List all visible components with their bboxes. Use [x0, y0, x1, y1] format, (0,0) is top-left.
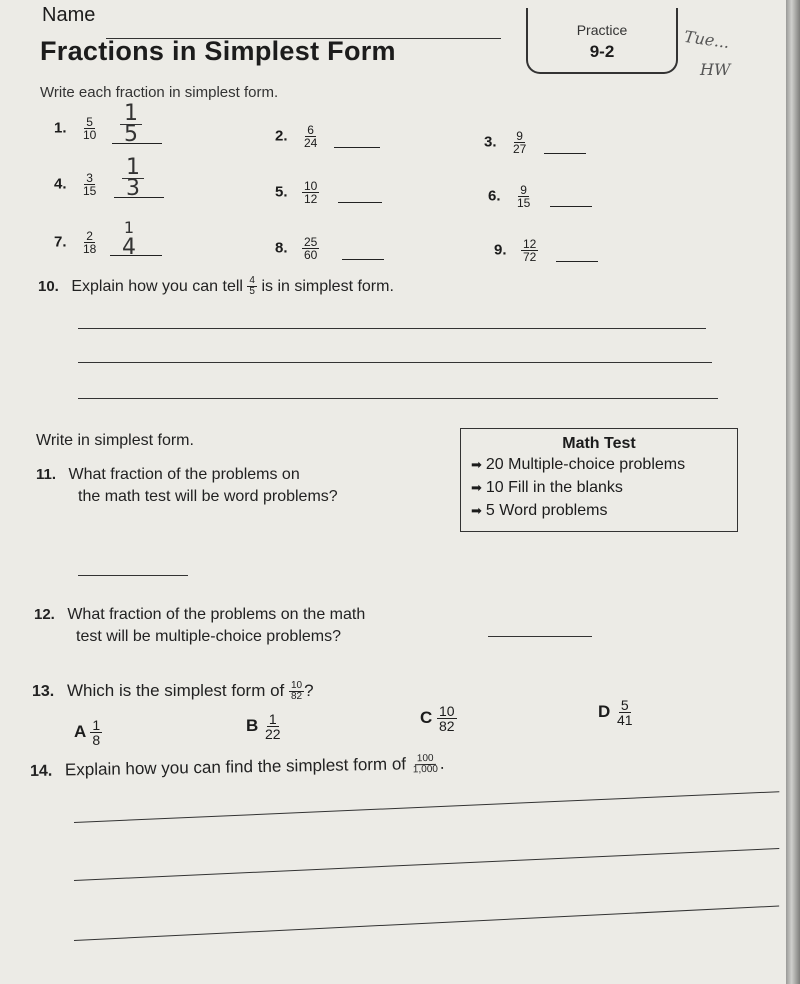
- numerator: 5: [620, 697, 629, 713]
- problem-fraction: [521, 238, 538, 263]
- practice-number: 9-2: [589, 42, 615, 61]
- problem-fraction: [511, 130, 528, 155]
- denominator: 1,000: [412, 763, 438, 776]
- problem-fraction: [81, 172, 98, 197]
- question-text: Explain how you can tell: [71, 278, 243, 295]
- inline-fraction: [411, 754, 440, 776]
- problem-7: [54, 230, 98, 255]
- question-mark: ?: [304, 681, 314, 700]
- arrow-icon: ➡: [471, 457, 482, 472]
- answer-line-11[interactable]: [78, 575, 188, 576]
- numerator: 10: [303, 179, 318, 193]
- denominator: 8: [92, 732, 101, 748]
- answer-line-12[interactable]: [488, 636, 592, 637]
- choice-b[interactable]: [246, 712, 283, 741]
- denominator: 72: [522, 250, 537, 264]
- question-13: [32, 680, 314, 703]
- choice-letter: C: [420, 707, 433, 727]
- question-text: test will be multiple-choice problems?: [76, 628, 341, 645]
- question-text: the math test will be word problems?: [78, 488, 338, 505]
- denominator: 12: [303, 192, 318, 206]
- period-mark: .: [439, 753, 445, 773]
- choice-fraction: [615, 698, 635, 727]
- choice-fraction: [437, 704, 457, 733]
- arrow-icon: ➡: [471, 480, 482, 495]
- page-edge: [786, 0, 800, 984]
- numerator: 9: [520, 183, 527, 197]
- question-number: 11.: [36, 466, 57, 483]
- arrow-icon: ➡: [471, 503, 482, 518]
- problem-fraction: [302, 180, 319, 205]
- denominator: 27: [512, 142, 527, 156]
- question-10: [38, 276, 394, 298]
- numerator: 9: [516, 129, 523, 143]
- writing-line[interactable]: [74, 848, 779, 881]
- numerator: 1: [268, 711, 277, 727]
- math-test-item: [471, 476, 737, 499]
- question-12: [34, 604, 365, 648]
- choice-letter: A: [74, 721, 86, 741]
- problem-fraction: [302, 236, 319, 261]
- question-number: 12.: [34, 606, 55, 623]
- denominator: 60: [303, 248, 318, 262]
- numerator: 100: [415, 754, 436, 765]
- denominator: 82: [439, 718, 455, 734]
- answer-line-9[interactable]: [556, 260, 598, 262]
- denominator: 22: [265, 726, 281, 742]
- question-text: Which is the simplest form of: [66, 681, 285, 700]
- answer-denominator: 4: [122, 235, 136, 260]
- choice-letter: B: [246, 715, 259, 735]
- writing-line[interactable]: [74, 906, 779, 941]
- denominator: 10: [82, 128, 97, 142]
- numerator: 5: [86, 115, 93, 129]
- answer-line-5[interactable]: [338, 201, 382, 203]
- numerator: 1: [92, 717, 101, 733]
- question-text: is in simplest form.: [261, 278, 394, 295]
- choice-fraction: [90, 718, 102, 747]
- choice-fraction: [263, 712, 283, 741]
- problem-fraction: [515, 184, 532, 209]
- math-test-title: Math Test: [562, 435, 636, 452]
- denominator: 82: [291, 691, 303, 703]
- answer-line-4[interactable]: [114, 196, 164, 198]
- problem-number: 8.: [275, 239, 288, 257]
- name-label: Name: [42, 4, 96, 26]
- page-title: Fractions in Simplest Form: [40, 36, 396, 66]
- question-text: What fraction of the problems on the math: [67, 606, 366, 623]
- writing-line[interactable]: [78, 328, 706, 329]
- denominator: 15: [516, 196, 531, 210]
- denominator: 5: [249, 286, 255, 298]
- choice-letter: D: [598, 701, 611, 721]
- math-test-item-text: 10 Fill in the blanks: [485, 479, 623, 496]
- denominator: 18: [82, 242, 97, 256]
- handwritten-answer-7: [118, 218, 140, 258]
- answer-numerator: 1: [123, 218, 135, 237]
- part1-instruction: Write each fraction in simplest form.: [40, 84, 279, 101]
- answer-denominator: 3: [122, 178, 144, 199]
- problem-number: 2.: [275, 127, 288, 145]
- numerator: 12: [522, 237, 537, 251]
- question-11: [36, 464, 338, 508]
- question-number: 10.: [38, 278, 59, 295]
- writing-line[interactable]: [78, 398, 718, 399]
- practice-label: Practice: [576, 22, 628, 38]
- problem-5: [275, 180, 319, 205]
- numerator: 2: [86, 229, 93, 243]
- answer-numerator: 1: [126, 155, 140, 180]
- problem-4: [54, 172, 98, 197]
- writing-line[interactable]: [74, 791, 779, 823]
- math-test-box: [460, 428, 738, 532]
- answer-line-7[interactable]: [110, 254, 162, 256]
- problem-fraction: [81, 230, 98, 255]
- numerator: 4: [249, 275, 255, 287]
- problem-number: 1.: [54, 119, 67, 137]
- problem-2: [275, 124, 319, 149]
- numerator: 6: [307, 123, 314, 137]
- question-number: 13.: [32, 683, 55, 700]
- problem-3: [484, 130, 528, 155]
- denominator: 15: [82, 184, 97, 198]
- problem-number: 5.: [275, 183, 288, 201]
- writing-line[interactable]: [78, 362, 712, 363]
- problem-6: [488, 184, 532, 209]
- practice-box: [526, 8, 678, 74]
- numerator: 10: [291, 680, 303, 692]
- problem-number: 7.: [54, 233, 67, 251]
- answer-line-3[interactable]: [544, 152, 586, 154]
- handwritten-note-2: HW: [700, 60, 731, 79]
- inline-fraction: [247, 276, 257, 297]
- problem-9: [494, 238, 538, 263]
- question-text: What fraction of the problems on: [68, 466, 300, 483]
- problem-number: 6.: [488, 187, 501, 205]
- inline-fraction: [289, 681, 304, 702]
- problem-1: [54, 116, 98, 141]
- numerator: 10: [439, 703, 455, 719]
- choice-c[interactable]: [420, 704, 457, 733]
- handwritten-answer-1: [120, 101, 142, 147]
- denominator: 41: [617, 712, 633, 728]
- question-number: 14.: [29, 762, 53, 780]
- question-14: [30, 753, 445, 783]
- denominator: 24: [303, 136, 318, 150]
- answer-denominator: 5: [120, 124, 142, 145]
- problem-fraction: [302, 124, 319, 149]
- answer-line-6[interactable]: [550, 205, 592, 207]
- numerator: 25: [303, 235, 318, 249]
- problem-number: 3.: [484, 133, 497, 151]
- answer-numerator: 1: [124, 101, 138, 126]
- problem-number: 4.: [54, 175, 67, 193]
- answer-line-1[interactable]: [112, 142, 162, 144]
- handwritten-answer-4: [122, 155, 144, 201]
- numerator: 3: [86, 171, 93, 185]
- problem-8: [275, 236, 319, 261]
- problem-fraction: [81, 116, 98, 141]
- math-test-item-text: 20 Multiple-choice problems: [485, 456, 686, 473]
- math-test-item: [471, 453, 737, 476]
- handwritten-note-1: Tue...: [682, 26, 731, 53]
- math-test-item-text: 5 Word problems: [485, 502, 608, 519]
- answer-line-8[interactable]: [342, 258, 384, 260]
- part2-instruction: Write in simplest form.: [36, 432, 194, 449]
- choice-d[interactable]: [598, 698, 635, 727]
- choice-a[interactable]: [74, 718, 102, 747]
- problem-number: 9.: [494, 241, 507, 259]
- math-test-item: [471, 499, 737, 522]
- answer-line-2[interactable]: [334, 146, 380, 148]
- question-text: Explain how you can find the simplest form of: [64, 754, 407, 780]
